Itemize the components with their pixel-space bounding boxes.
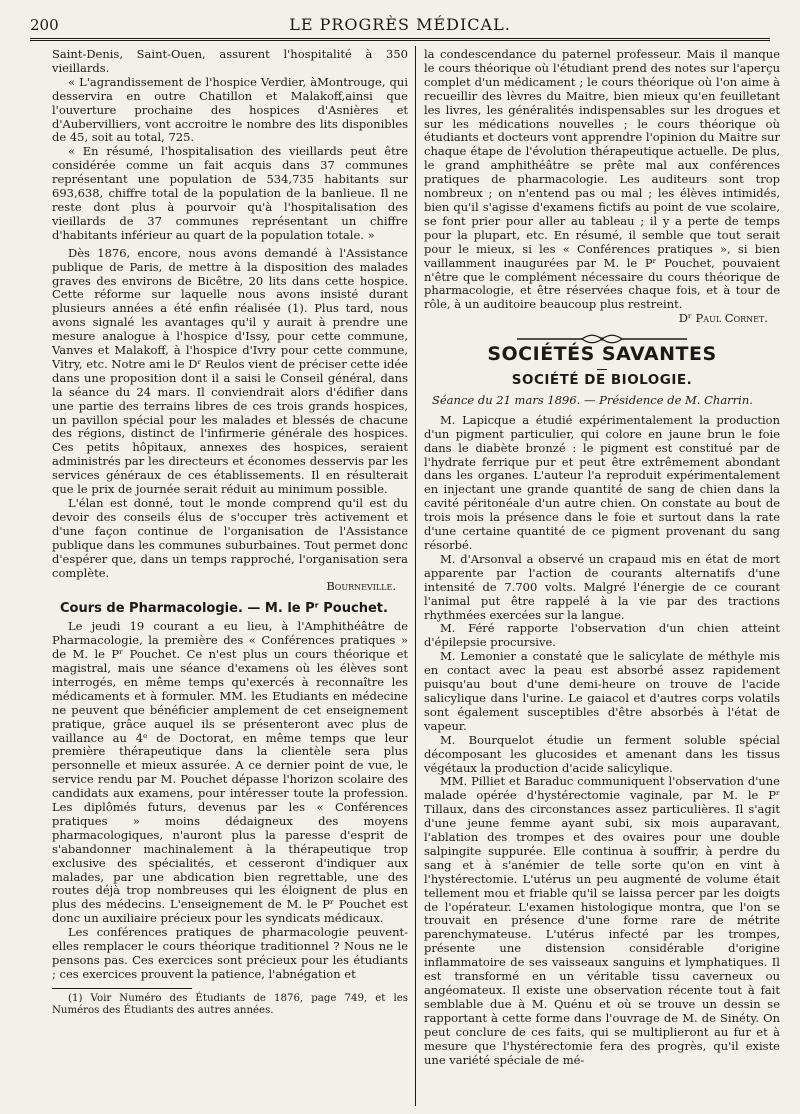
left-column xyxy=(52,48,408,1104)
page-number: 200 xyxy=(30,16,59,34)
paragraph: M. Bourquelot étudie un ferment soluble spécial décomposant les glucosides et amenant dans les tissus végétaux la production d'acide salicylique. xyxy=(424,732,780,775)
paragraph: M. d'Arsonval a observé un crapaud mis en état de mort apparente par l'action de courants alternatifs d'une intensité de 7.700 volts. Malgré l'énergie de ce courant l'animal put être rappelé à la vie par des tractions rhythmées exercées sur la langue. xyxy=(424,551,780,622)
right-column xyxy=(424,48,780,1104)
section-title: SOCIÉTÉS SAVANTES xyxy=(487,343,717,366)
paragraph: Saint-Denis, Saint-Ouen, assurent l'hospitalité à 350 vieillards. xyxy=(52,48,408,75)
article-title: Cours de Pharmacologie. — M. le Pʳ Pouchet. xyxy=(60,601,388,617)
paragraph: L'élan est donné, tout le monde comprend qu'il est du devoir des conseils élus de s'occuper très activement et d'une façon continue de l'organisation de l'Assistance publique dans les communes suburbaines. Tout permet donc d'espérer que, dans un temps rapproché, l'organisation sera complète. xyxy=(52,496,408,580)
paragraph: Le jeudi 19 courant a eu lieu, à l'Amphithéâtre de Pharmacologie, la première des « Conférences pratiques » de M. le Pʳ Pouchet. Ce n'est plus un cours théorique et magistral, mais une séance d'examens où les élèves sont interrogés, en même temps qu'exercés à reconnaître les médicaments et à formuler. MM. les Etudiants en médecine ne peuvent que bénéficier amplement de cet enseignement pratique, grâce auquel ils se présenteront avec plus de vaillance au 4ᵉ de Doctorat, en même temps que leur première thérapeutique dans la clientèle sera plus personnelle et mieux assurée. A ce dernier point de vue, le service rendu par M. Pouchet dépasse l'horizon scolaire des candidats aux examens, pour intéresser toute la profession. Les diplômés futurs, devenus par les « Conférences pratiques » moins dédaigneux des moyens pharmacologiques, n'auront plus la paresse d'esprit de s'abandonner machinalement à la thérapeutique trop exclusive des spécialités, et cesseront d'indiquer aux malades, par une abdication bien regrettable, une des routes déjà trop nombreuses qui les éloignent de plus en plus des médecins. L'enseignement de M. le Pʳ Pouchet est donc un auxiliaire précieux pour les syndicats médicaux. xyxy=(52,619,408,926)
paragraph: Dès 1876, encore, nous avons demandé à l'Assistance publique de Paris, de mettre à la disposition des malades graves des environs de Bicêtre, 20 lits dans cette hospice. Cette réforme sur laquelle nous avons insisté durant plusieurs années a été enfin réalisée (1). Plus tard, nous avons signalé les avantages qu'il y aurait à prendre une mesure analogue à l'hospice d'Issy, pour cette commune, Vanves et Malakoff, à l'hospice d'Ivry pour cette commune, Vitry, etc. Notre ami le Dʳ Reulos vient de préciser cette idée dans une proposition dont il a saisi le Conseil général, dans la séance du 24 mars. Il conviendrait alors d'édifier dans une partie des terrains libres de ces trois grands hospices, un pavillon spécial pour les malades et blessés de chacune des régions, distinct de l'infirmerie générale des hospices. Ces petits hôpitaux, annexes des hospices, seraient administrés par les directeurs et économes desservis par les services généraux de ces établissements. Il en résulterait que le prix de journée serait réduit au minimum possible. xyxy=(52,245,408,497)
paragraph: « En résumé, l'hospitalisation des vieillards peut être considérée comme un fait acquis dans 37 communes représentant une population de 534,735 habitants sur 693,638, chiffre total de la population de la banlieue. Il ne reste dont plus à pourvoir qu'à l'hospitalisation des vieillards de 37 communes représentant un chiffre d'habitants inférieur au quart de la population totale. » xyxy=(52,144,408,242)
column-divider xyxy=(415,46,416,1106)
header-rule xyxy=(30,38,770,41)
paragraph: « L'agrandissement de l'hospice Verdier, àMontrouge, qui desservira en outre Chatillon et Malakoff,ainsi que l'ouverture prochaine des hospices d'Asnières et d'Aubervilliers, vont accroitre le nombre des lits disponibles de 45, soit au total, 725. xyxy=(52,74,408,145)
footnote: (1) Voir Numéro des Étudiants de 1876, page 749, et les Numéros des Étudiants des autres années. xyxy=(52,992,408,1017)
signature: Dʳ Paul Cornet. xyxy=(678,311,768,326)
signature: Bourneville. xyxy=(326,579,396,594)
paragraph: M. Féré rapporte l'observation d'un chien atteint d'épilepsie procursive. xyxy=(424,621,780,650)
paragraph: Les conférences pratiques de pharmacologie peuvent-elles remplacer le cours théorique traditionnel ? Nous ne le pensons pas. Ces exercices sont précieux pour les étudiants ; ces exercices prouvent la patience, l'abnégation et xyxy=(52,925,408,981)
paragraph: M. Lemonier a constaté que le salicylate de méthyle mis en contact avec la peau est absorbé assez rapidement puisqu'au bout d'une demi-heure on trouve de l'acide salicylique dans l'urine. Le gaiacol et d'autres corps volatils sont également susceptibles d'être absorbés à l'état de vapeur. xyxy=(424,649,780,733)
footnote-rule xyxy=(52,988,192,989)
paragraph: la condescendance du paternel professeur. Mais il manque le cours théorique où l'étudiant prend des notes sur l'aperçu complet d'un médicament ; le cours théorique où l'on aime à recueillir des lèvres du Maitre, bien mieux qu'en feuilletant les livres, les généralités indispensables sur les drogues et sur les médications nouvelles ; le cours théorique où étudiants et docteurs vont apprendre l'opinion du Maitre sur chaque étape de l'évolution thérapeutique actuelle. De plus, le grand amphithéâtre se prête mal aux conférences pratiques de pharmacologie. Les auditeurs sont trop nombreux ; on n'entend pas ou mal ; les élèves intimidés, bien qu'il s'agisse d'examens fictifs au point de vue scolaire, se font prier pour aller au tableau ; il y a perte de temps pour la plupart, etc. En résumé, il semble que tout serait pour le mieux, si les « Conférences pratiques », si bien vaillamment inaugurées par M. le Pʳ Pouchet, pouvaient n'être que le complément nécessaire du cours théorique de pharmacologie, et être réservées chaque fois, et à tour de rôle, à un auditoire beaucoup plus restreint. xyxy=(424,48,780,312)
subsection-title: SOCIÉTÉ DE BIOLOGIE. xyxy=(511,372,693,389)
paragraph: M. Lapicque a étudié expérimentalement la production d'un pigment particulier, qui colore en jaune brun le foie dans le diabète bronzé : le pigment est constitué par de l'hydrate ferrique pur et peut être extrêmement abondant dans les organes. L'auteur l'a reproduit expérimentalement en injectant une grande quantité de sang de chien dans la cavité péritonéale d'un autre chien. On constate au bout de trois mois la présence dans le foie et surtout dans la rate d'une certaine quantité de ce pigment provenant du sang résorbé. xyxy=(424,412,780,552)
seance-line: Séance du 21 mars 1896. — Présidence de M. Charrin. xyxy=(432,392,753,407)
section-dash xyxy=(424,364,780,370)
page-header xyxy=(30,14,770,36)
paragraph: MM. Pilliet et Baraduc communiquent l'observation d'une malade opérée d'hystérectomie vaginale, par M. le Pʳ Tillaux, dans des circonstances assez particulières. Il s'agit d'une jeune femme ayant subi, six mois auparavant, l'ablation des trompes et des ovaires pour une double salpingite suppurée. Elle continua à souffrir, à perdre du sang et à s'anémier de telle sorte qu'on en vint à l'hystérectomie. L'utérus un peu augmenté de volume était tellement mou et friable qu'il se laissa percer par les doigts de l'opérateur. L'examen histologique montra, que l'on se trouvait en présence d'une forme rare de métrite parenchymateuse. L'utérus infecté par les trompes, présente une distension considérable d'origine inflammatoire de ses vaisseaux sanguins et lymphatiques. Il est transformé en un véritable tissu caverneux ou angéomateux. Il existe une observation récente tout à fait semblable due à M. Quénu et où se trouve un dessin se rapportant à cette forme dans l'ouvrage de M. de Sinéty. On peut conclure de ces faits, qui se multiplieront au fur et à mesure que l'hystérectomie fera des progrès, qu'il existe une variété spéciale de mé- xyxy=(424,774,780,1067)
journal-title: LE PROGRÈS MÉDICAL. xyxy=(289,15,511,34)
